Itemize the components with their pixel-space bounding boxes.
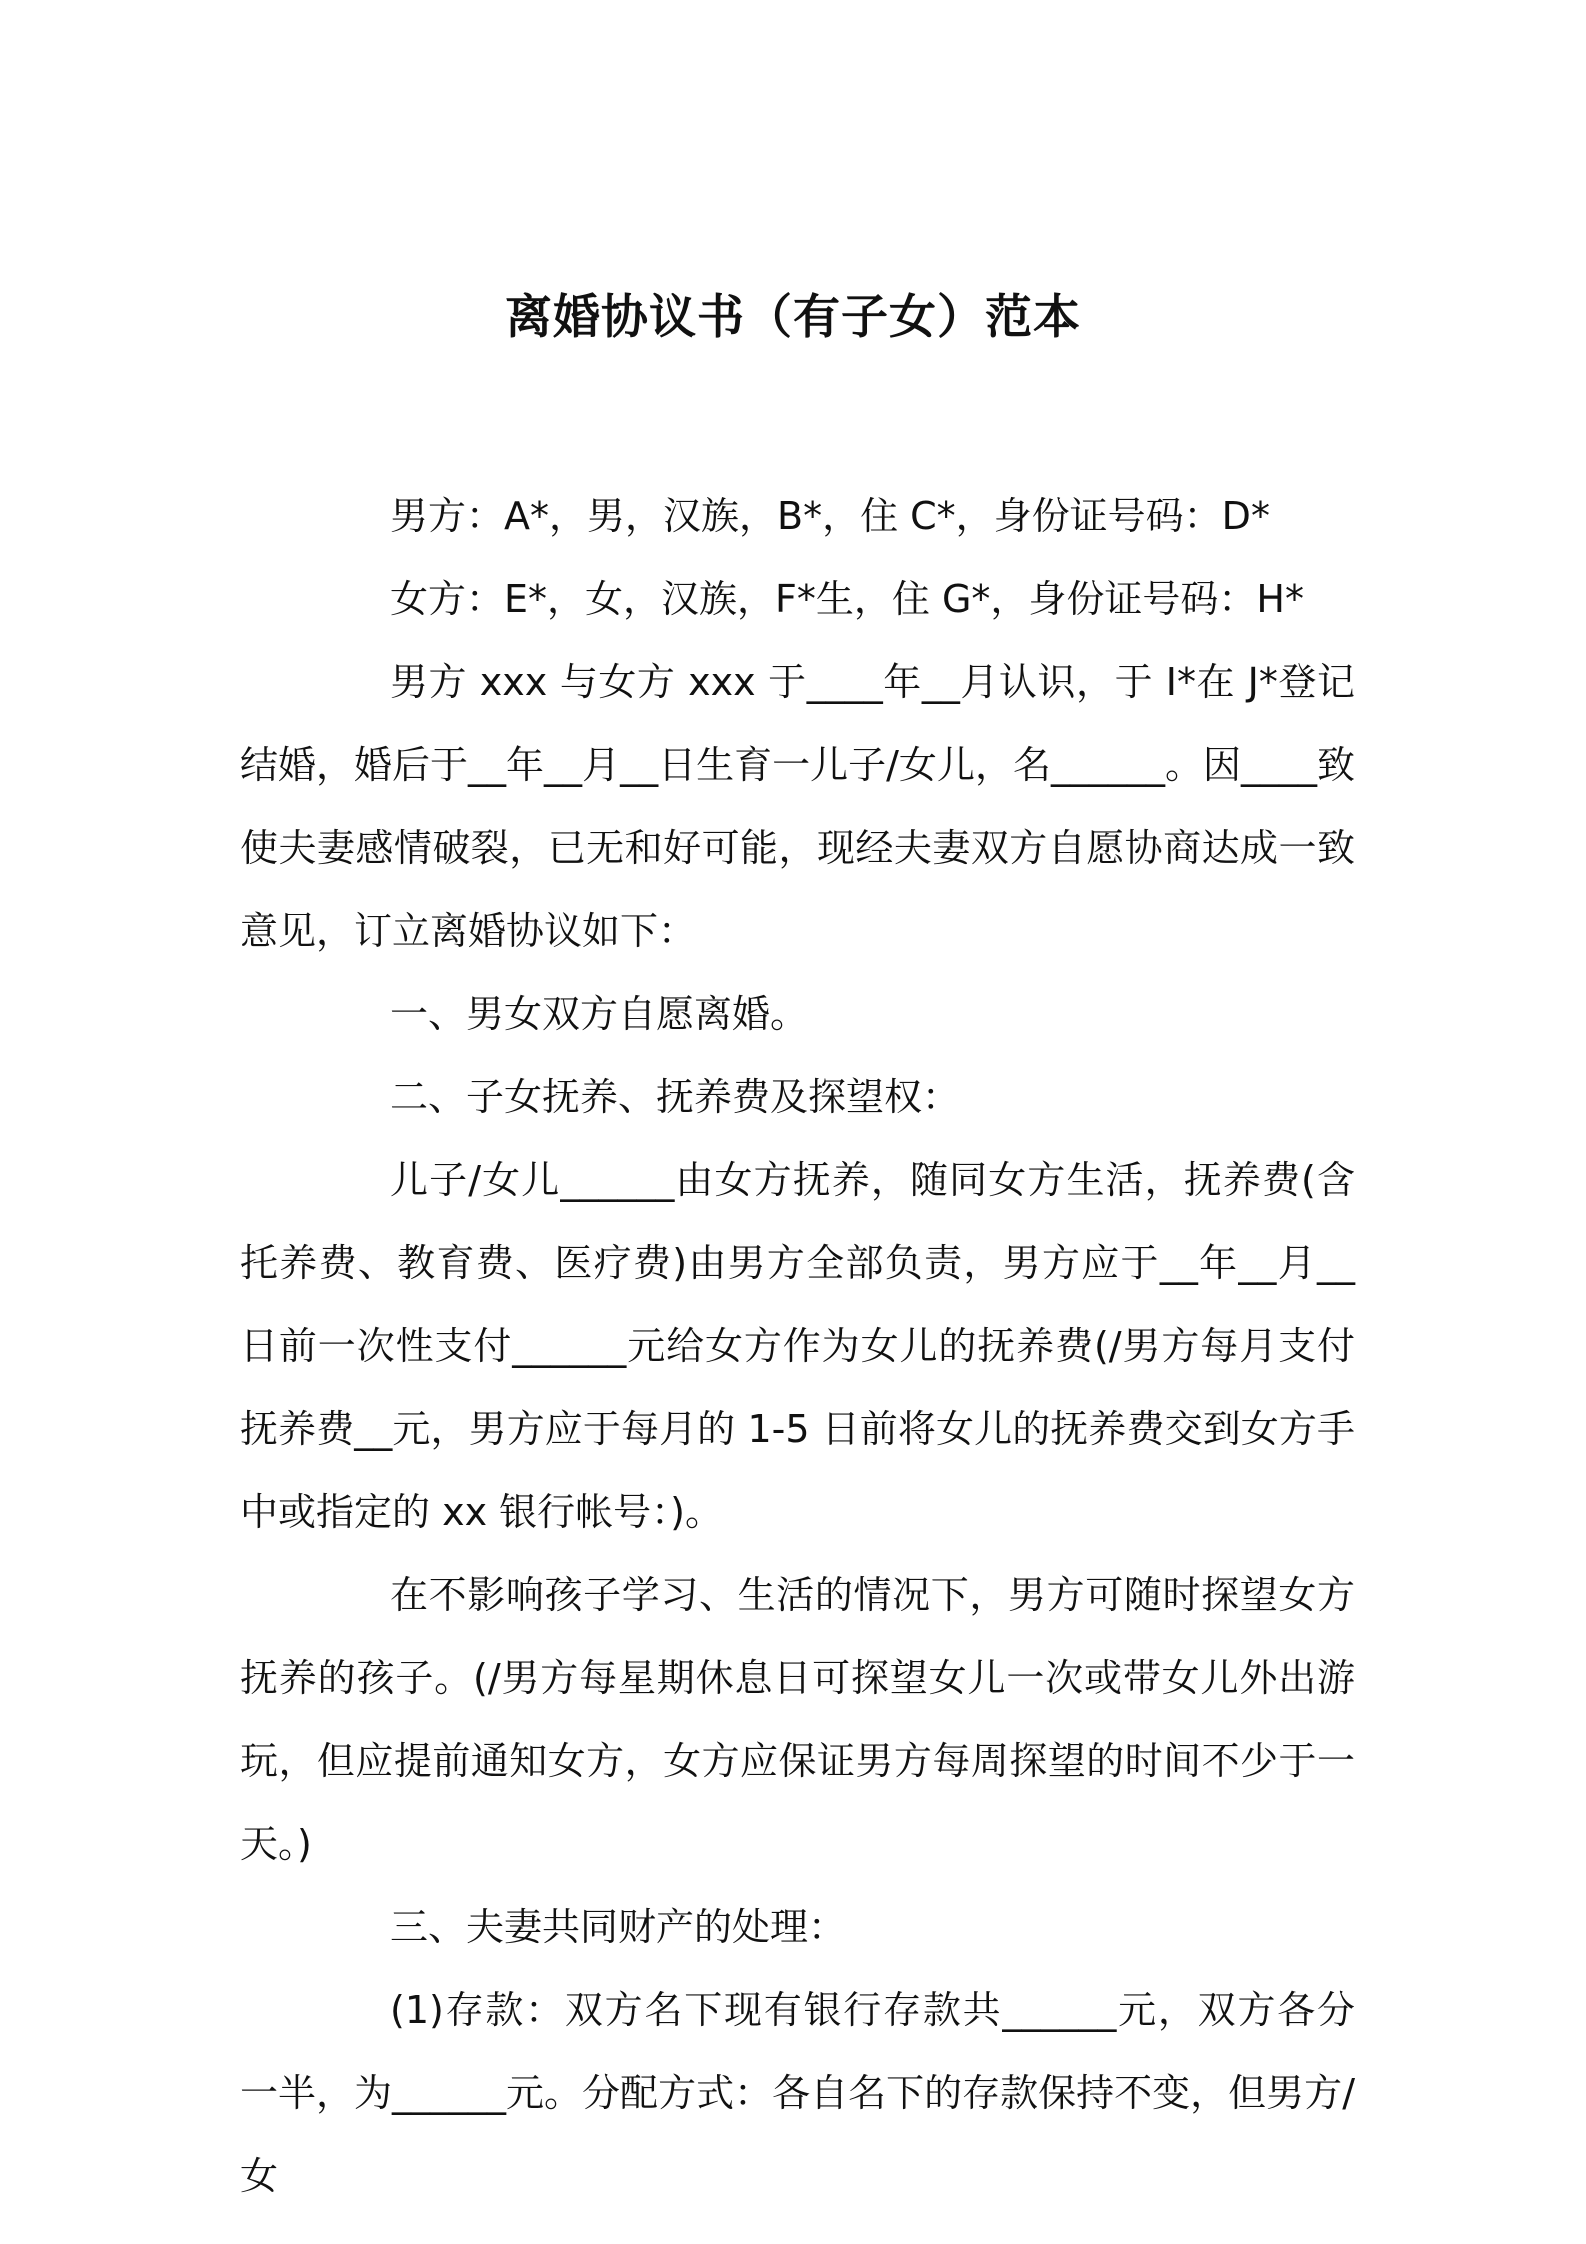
paragraph-background: 男方 xxx 与女方 xxx 于____年__月认识，于 I*在 J*登记结婚，婚后于__年__月__日生育一儿子/女儿，名______。因____致使夫妻感情破裂，已无和好可能，现经夫妻双方自愿协商达成一致意见，订立离婚协议如下： <box>240 660 1355 953</box>
document-title: 离婚协议书（有子女）范本 <box>505 290 1081 345</box>
paragraph-visitation: 在不影响孩子学习、生活的情况下，男方可随时探望女方抚养的孩子。(/男方每星期休息日可探望女儿一次或带女儿外出游玩，但应提前通知女方，女方应保证男方每周探望的时间不少于一天。) <box>240 1573 1355 1866</box>
paragraph-child-support: 儿子/女儿______由女方抚养，随同女方生活，抚养费(含托养费、教育费、医疗费)由男方全部负责，男方应于__年__月__日前一次性支付______元给女方作为女儿的抚养费(/男方每月支付抚养费__元，男方应于每月的 1-5 日前将女儿的抚养费交到女方手中或指定的 xx 银行帐号：)。 <box>240 1158 1355 1534</box>
document-body <box>240 475 1355 2218</box>
paragraph-clause-1: 一、男女双方自愿离婚。 <box>390 992 809 1036</box>
paragraph-clause-3-heading: 三、夫妻共同财产的处理： <box>390 1905 847 1949</box>
paragraph-clause-2-heading: 二、子女抚养、抚养费及探望权： <box>390 1075 961 1119</box>
paragraph-deposits: (1)存款：双方名下现有银行存款共______元，双方各分一半，为______元。分配方式：各自名下的存款保持不变，但男方/女 <box>240 1988 1355 2198</box>
paragraph-male-party: 男方：A*，男，汉族，B*，住 C*，身份证号码：D* <box>390 494 1270 538</box>
paragraph-female-party: 女方：E*，女，汉族，F*生，住 G*，身份证号码：H* <box>390 577 1304 621</box>
